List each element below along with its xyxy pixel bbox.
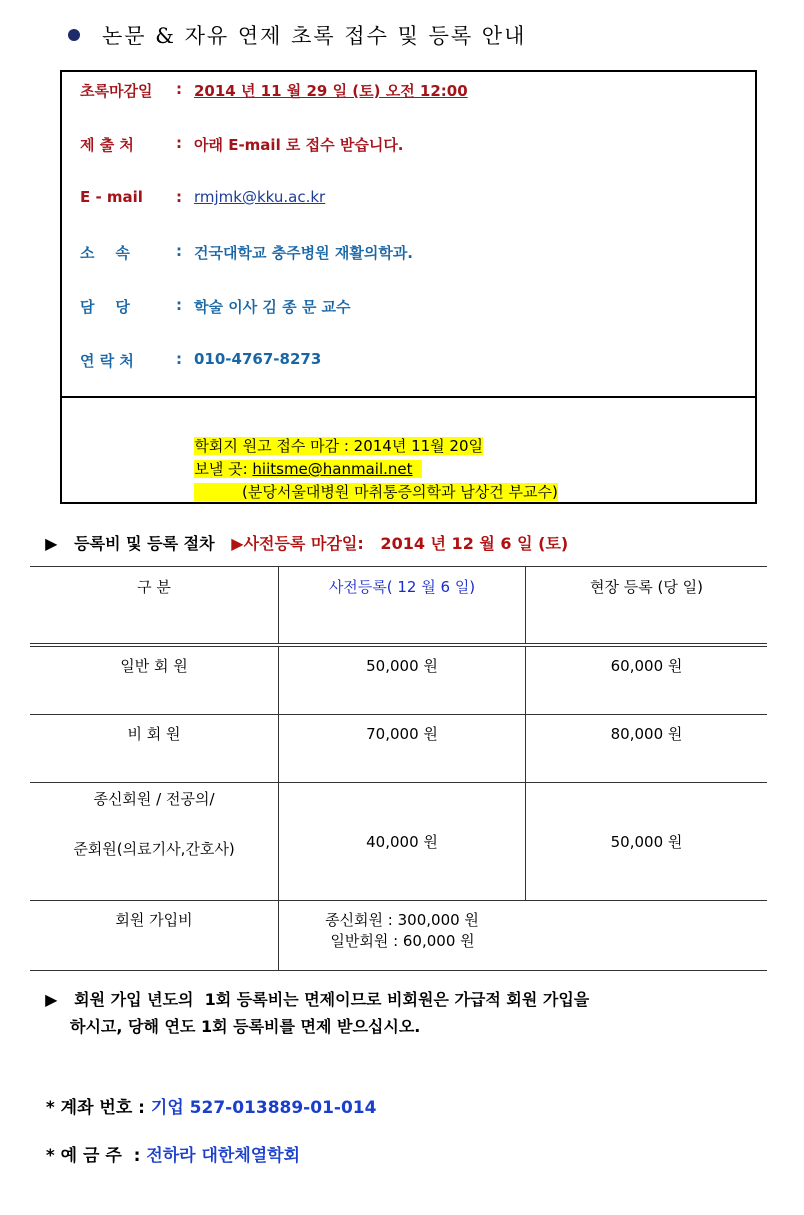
- journal-contact: (분당서울대병원 마취통증의학과 남상건 부교수): [194, 483, 558, 501]
- submit-row: [80, 134, 404, 155]
- colon: :: [176, 80, 182, 98]
- colon: :: [176, 350, 182, 368]
- account-label: * 계좌 번호 :: [45, 1098, 151, 1118]
- table-row: [30, 645, 767, 715]
- page-title: 논문 & 자유 연제 초록 접수 및 등록 안내: [102, 24, 527, 48]
- table-row: [30, 783, 767, 901]
- table-header-category: 구 분: [30, 567, 279, 646]
- journal-email-link[interactable]: hiitsme@hanmail.net: [252, 460, 413, 478]
- table-row: [30, 715, 767, 783]
- phone-row: [80, 350, 321, 371]
- page-title-row: [68, 18, 526, 52]
- affiliation-value: 건국대학교 충주병원 재활의학과.: [194, 244, 414, 262]
- table-row-membership: [30, 901, 767, 971]
- membership-fees: [279, 901, 768, 971]
- fee-category-line1: 종신회원 / 전공의/: [93, 790, 215, 808]
- fee-table: [30, 566, 767, 971]
- contact-row: [80, 296, 351, 317]
- deadline-row: [80, 80, 468, 101]
- table-header-row: [30, 567, 767, 646]
- fee-category: 일반 회 원: [30, 645, 279, 715]
- account-line: [34, 1073, 376, 1118]
- holder-value: 전하라 대한체열학회: [146, 1146, 301, 1166]
- deadline-value: 2014 년 11 월 29 일 (토) 오전 12:00: [194, 82, 468, 100]
- account-value: 기업 527-013889-01-014: [150, 1098, 377, 1118]
- fee-category-line2: 준회원(의료기사,간호사): [73, 840, 235, 858]
- arrow-right-icon: ▶: [45, 990, 58, 1009]
- affiliation-label: 소 속: [80, 244, 130, 262]
- journal-submission-box: [60, 396, 757, 504]
- membership-lifetime-fee: 종신회원 : 300,000 원: [325, 911, 479, 929]
- fee-onsite: 80,000 원: [526, 715, 768, 783]
- registration-heading: [34, 512, 568, 554]
- deadline-label: 초록마감일: [80, 82, 153, 100]
- fee-onsite: 60,000 원: [526, 645, 768, 715]
- email-link[interactable]: rmjmk@kku.ac.kr: [194, 188, 326, 206]
- journal-deadline: 학회지 원고 접수 마감 : 2014년 11월 20일: [194, 437, 484, 455]
- holder-label: * 예 금 주 :: [45, 1146, 147, 1166]
- submit-label: 제 출 처: [80, 136, 134, 154]
- email-label: E - mail: [80, 188, 143, 206]
- note-text-1: 회원 가입 년도의 1회 등록비는 면제이므로 비회원은 가급적 회원 가입을: [74, 990, 590, 1009]
- phone-label: 연 락 처: [80, 352, 134, 370]
- phone-value: 010-4767-8273: [194, 350, 322, 368]
- contact-label: 담 당: [80, 298, 130, 316]
- table-header-early: 사전등록( 12 월 6 일): [279, 567, 526, 646]
- note-line2: 하시고, 당해 연도 1회 등록비를 면제 받으십시오.: [70, 1017, 421, 1036]
- contact-value: 학술 이사 김 종 문 교수: [194, 298, 351, 316]
- membership-regular-fee: 일반회원 : 60,000 원: [330, 932, 475, 950]
- fee-category: 비 회 원: [30, 715, 279, 783]
- affiliation-row: [80, 242, 413, 263]
- note-line1: [34, 968, 589, 1010]
- fee-onsite: 50,000 원: [526, 783, 768, 901]
- arrow-right-icon: ▶: [45, 534, 58, 553]
- membership-category: 회원 가입비: [30, 901, 279, 971]
- journal-send-label: 보낼 곳:: [194, 460, 253, 478]
- table-header-onsite: 현장 등록 (당 일): [526, 567, 768, 646]
- registration-heading-text: 등록비 및 등록 절차: [74, 534, 215, 553]
- colon: :: [176, 188, 182, 206]
- holder-line: [34, 1121, 300, 1166]
- submission-info-box: [60, 70, 757, 398]
- colon: :: [176, 134, 182, 152]
- colon: :: [176, 296, 182, 314]
- fee-early: 70,000 원: [279, 715, 526, 783]
- bullet-icon: [68, 29, 80, 41]
- colon: :: [176, 242, 182, 260]
- submit-value: 아래 E-mail 로 접수 받습니다.: [194, 136, 404, 154]
- early-registration-deadline: 사전등록 마감일: 2014 년 12 월 6 일 (토): [243, 534, 569, 553]
- fee-early: 40,000 원: [279, 783, 526, 901]
- arrow-right-icon: ▶: [231, 534, 244, 553]
- fee-category: [30, 783, 279, 901]
- fee-early: 50,000 원: [279, 645, 526, 715]
- email-row: [80, 188, 325, 206]
